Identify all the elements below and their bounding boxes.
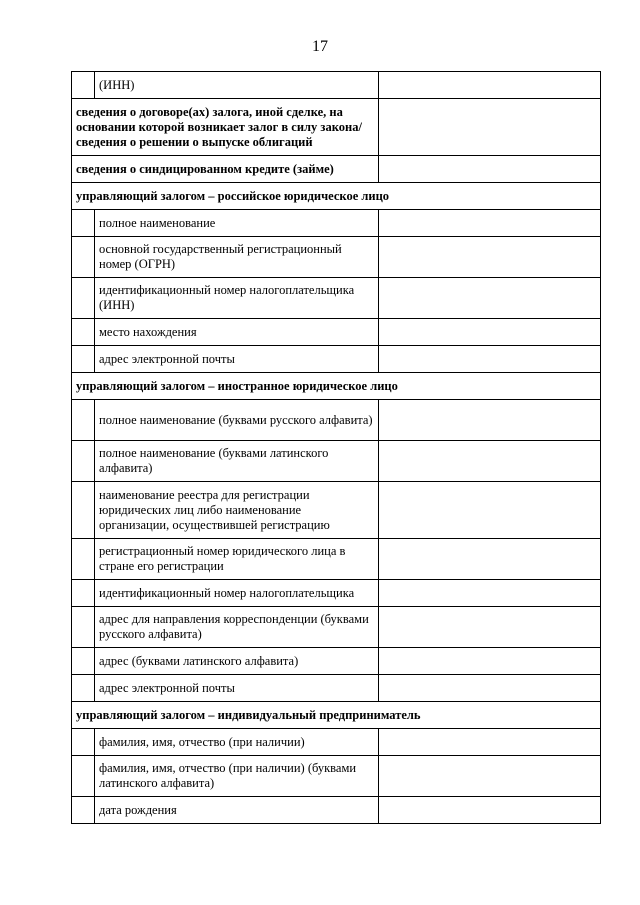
section-field-row: [72, 156, 601, 183]
field-row: [72, 72, 601, 99]
indent-cell: [72, 648, 95, 675]
section-field-row: [72, 99, 601, 156]
field-row: [72, 319, 601, 346]
section-field-label: сведения о синдицированном кредите (займе): [72, 156, 379, 183]
field-row: [72, 756, 601, 797]
section-header: управляющий залогом – индивидуальный предприниматель: [72, 702, 601, 729]
field-row: [72, 400, 601, 441]
section-field-label: сведения о договоре(ах) залога, иной сделке, на основании которой возникает залог в силу закона/сведения о решении о выпуске облигаций: [72, 99, 379, 156]
indent-cell: [72, 72, 95, 99]
field-label: полное наименование: [95, 210, 379, 237]
field-label: идентификационный номер налогоплательщика (ИНН): [95, 278, 379, 319]
indent-cell: [72, 319, 95, 346]
field-label: адрес (буквами латинского алфавита): [95, 648, 379, 675]
indent-cell: [72, 400, 95, 441]
field-row: [72, 648, 601, 675]
field-value-cell[interactable]: [379, 607, 601, 648]
indent-cell: [72, 756, 95, 797]
field-value-cell[interactable]: [379, 580, 601, 607]
field-label: основной государственный регистрационный номер (ОГРН): [95, 237, 379, 278]
field-value-cell[interactable]: [379, 797, 601, 824]
indent-cell: [72, 346, 95, 373]
field-row: [72, 539, 601, 580]
section-header-row: [72, 183, 601, 210]
field-label: место нахождения: [95, 319, 379, 346]
indent-cell: [72, 441, 95, 482]
field-row: [72, 675, 601, 702]
field-value-cell[interactable]: [379, 400, 601, 441]
field-row: [72, 729, 601, 756]
field-label: (ИНН): [95, 72, 379, 99]
field-value-cell[interactable]: [379, 210, 601, 237]
pledge-manager-form-table: [71, 71, 601, 824]
field-value-cell[interactable]: [379, 539, 601, 580]
field-row: [72, 482, 601, 539]
indent-cell: [72, 675, 95, 702]
field-value-cell[interactable]: [379, 278, 601, 319]
section-header: управляющий залогом – иностранное юридическое лицо: [72, 373, 601, 400]
field-value-cell[interactable]: [379, 156, 601, 183]
field-value-cell[interactable]: [379, 648, 601, 675]
field-row: [72, 607, 601, 648]
section-header-row: [72, 373, 601, 400]
indent-cell: [72, 729, 95, 756]
field-value-cell[interactable]: [379, 346, 601, 373]
field-value-cell[interactable]: [379, 441, 601, 482]
field-row: [72, 237, 601, 278]
field-label: адрес для направления корреспонденции (буквами русского алфавита): [95, 607, 379, 648]
field-label: дата рождения: [95, 797, 379, 824]
field-value-cell[interactable]: [379, 99, 601, 156]
field-value-cell[interactable]: [379, 482, 601, 539]
field-label: адрес электронной почты: [95, 675, 379, 702]
indent-cell: [72, 482, 95, 539]
field-value-cell[interactable]: [379, 729, 601, 756]
field-label: полное наименование (буквами латинского алфавита): [95, 441, 379, 482]
field-row: [72, 278, 601, 319]
indent-cell: [72, 539, 95, 580]
field-label: фамилия, имя, отчество (при наличии) (буквами латинского алфавита): [95, 756, 379, 797]
field-row: [72, 210, 601, 237]
form-body: [72, 72, 601, 824]
field-label: адрес электронной почты: [95, 346, 379, 373]
field-value-cell[interactable]: [379, 756, 601, 797]
field-value-cell[interactable]: [379, 237, 601, 278]
section-header: управляющий залогом – российское юридическое лицо: [72, 183, 601, 210]
field-row: [72, 580, 601, 607]
indent-cell: [72, 210, 95, 237]
field-row: [72, 346, 601, 373]
field-row: [72, 441, 601, 482]
indent-cell: [72, 797, 95, 824]
field-value-cell[interactable]: [379, 675, 601, 702]
field-label: регистрационный номер юридического лица в стране его регистрации: [95, 539, 379, 580]
field-label: полное наименование (буквами русского алфавита): [95, 400, 379, 441]
field-row: [72, 797, 601, 824]
field-label: наименование реестра для регистрации юридических лиц либо наименование организации, осуществившей регистрацию: [95, 482, 379, 539]
indent-cell: [72, 278, 95, 319]
indent-cell: [72, 607, 95, 648]
field-label: фамилия, имя, отчество (при наличии): [95, 729, 379, 756]
section-header-row: [72, 702, 601, 729]
field-value-cell[interactable]: [379, 72, 601, 99]
indent-cell: [72, 580, 95, 607]
indent-cell: [72, 237, 95, 278]
field-value-cell[interactable]: [379, 319, 601, 346]
field-label: идентификационный номер налогоплательщика: [95, 580, 379, 607]
page-number: 17: [312, 38, 328, 55]
